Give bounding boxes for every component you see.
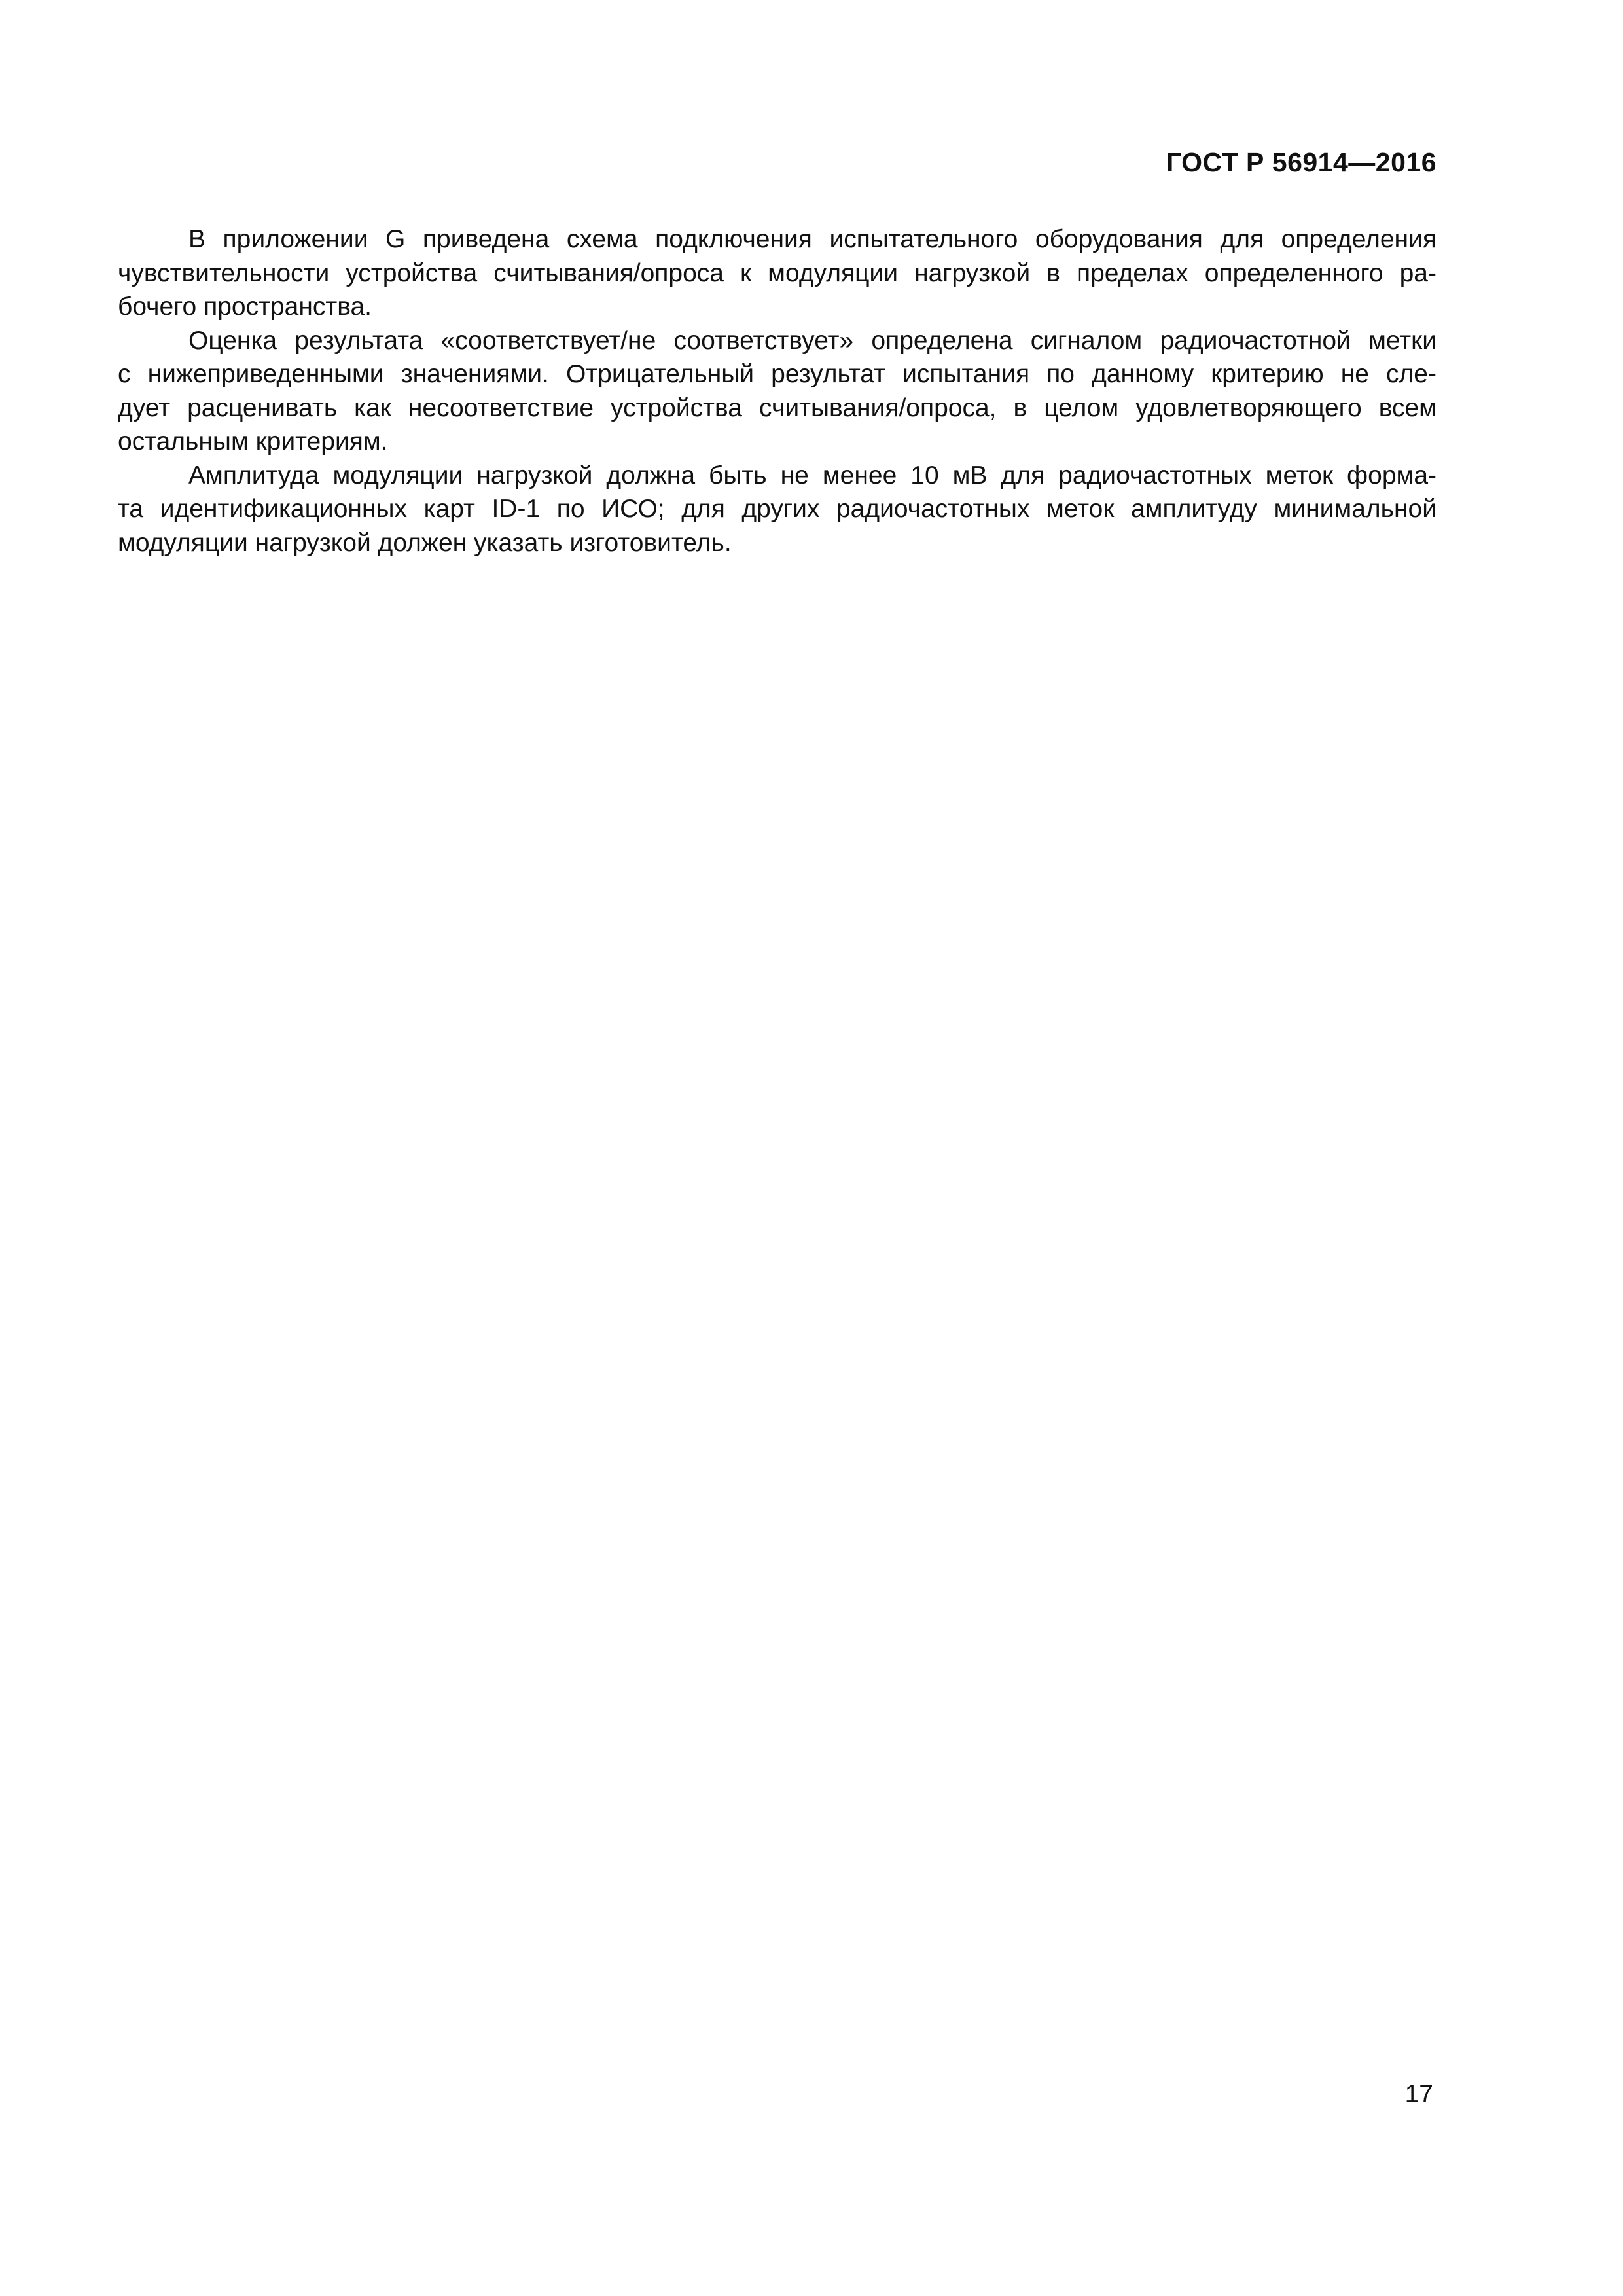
text-line: чувствительности устройства считывания/опроса к модуляции нагрузкой в пределах определенного ра-: [118, 259, 1436, 287]
text-line: дует расценивать как несоответствие устройства считывания/опроса, в целом удовлетворяющего всем: [118, 393, 1436, 422]
text-line: с нижеприведенными значениями. Отрицательный результат испытания по данному критерию не сле-: [118, 360, 1436, 388]
text-line: Оценка результата «соответствует/не соответствует» определена сигналом радиочастотной метки: [188, 326, 1436, 355]
document-header: ГОСТ Р 56914—2016: [1166, 147, 1436, 177]
text-line: Амплитуда модуляции нагрузкой должна быть не менее 10 мВ для радиочастотных меток форма-: [188, 461, 1436, 490]
paragraph-appendix-g: [118, 223, 1436, 324]
text-line: бочего пространства.: [118, 293, 372, 321]
page-number: 17: [1404, 2080, 1433, 2108]
paragraph-amplitude: [118, 459, 1436, 560]
text-line: та идентификационных карт ID-1 по ИСО; для других радиочастотных меток амплитуду минимальной: [118, 495, 1436, 523]
document-body: [118, 223, 1436, 560]
text-line: модуляции нагрузкой должен указать изготовитель.: [118, 528, 732, 557]
text-line: В приложении G приведена схема подключения испытательного оборудования для определения: [188, 225, 1436, 253]
text-line: остальным критериям.: [118, 427, 388, 456]
paragraph-evaluation: [118, 324, 1436, 459]
